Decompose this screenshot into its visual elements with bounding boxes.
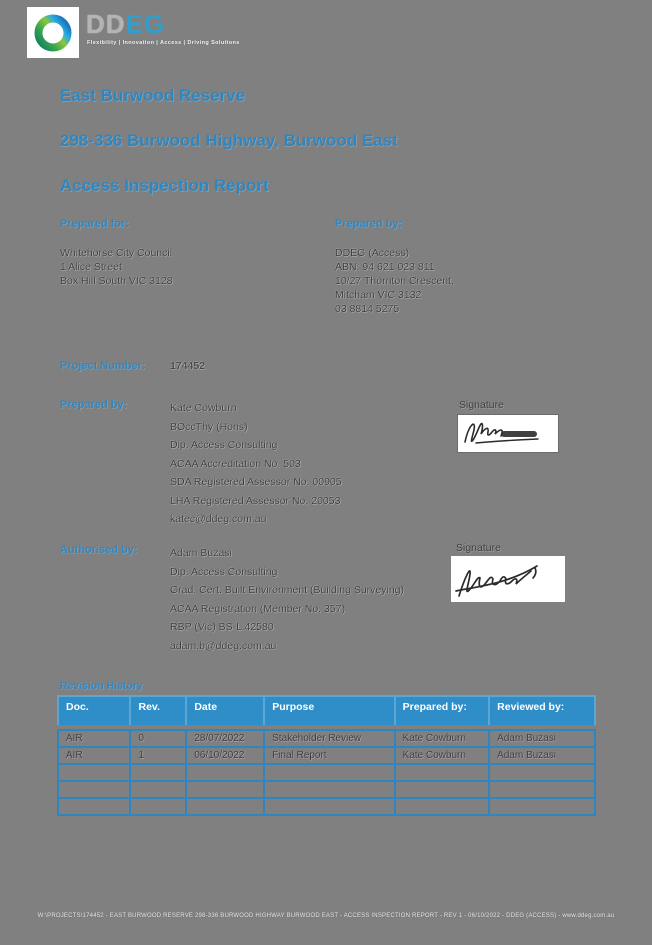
table-cell (395, 798, 490, 815)
table-cell: Adam Buzasi (489, 730, 595, 747)
table-cell (489, 798, 595, 815)
company-address-line: Mitcham VIC 3132 (335, 289, 422, 301)
table-cell: Stakeholder Review (264, 730, 394, 747)
table-cell: 0 (130, 730, 186, 747)
brand-wordmark (86, 11, 165, 37)
authoriser-details (170, 544, 404, 655)
table-cell: AIR (58, 730, 130, 747)
table-cell (58, 781, 130, 798)
preparer-label: Prepared by: (60, 399, 128, 411)
preparer-email: katec@ddeg.com.au (170, 513, 267, 525)
table-row (58, 747, 595, 764)
brand-tagline: Flexibility | Innovation | Access | Driving Solutions (87, 40, 240, 46)
table-row (58, 730, 595, 747)
column-header-doc: Doc. (58, 696, 130, 725)
column-header-date: Date (186, 696, 264, 725)
project-number-label: Project Number: (60, 360, 146, 372)
table-cell: 28/07/2022 (186, 730, 264, 747)
table-cell (130, 798, 186, 815)
table-cell: 1 (130, 747, 186, 764)
report-type-title: Access Inspection Report (60, 176, 269, 195)
table-cell (130, 781, 186, 798)
preparer-qualification: Dip. Access Consulting (170, 439, 278, 451)
revision-history-title: Revision History (60, 680, 143, 692)
table-cell (58, 764, 130, 781)
project-number-value: 174452 (170, 360, 206, 372)
client-address-line: Box Hill South VIC 3128 (60, 275, 173, 287)
prepared-for-block (60, 246, 173, 288)
company-logo (27, 7, 79, 58)
table-cell (264, 798, 394, 815)
brand-eg: EG (125, 9, 166, 39)
table-cell: Kate Cowburn (395, 730, 490, 747)
prepared-by-label: Prepared by: (335, 218, 403, 230)
company-abn: ABN: 94 621 023 811 (335, 261, 435, 273)
table-row (58, 781, 595, 798)
table-cell (395, 781, 490, 798)
table-cell (395, 764, 490, 781)
prepared-for-label: Prepared for: (60, 218, 130, 230)
preparer-accreditation: SDA Registered Assessor No. 00905 (170, 476, 342, 488)
table-header-row (58, 696, 595, 725)
table-cell: Final Report (264, 747, 394, 764)
site-address-title: 298-336 Burwood Highway, Burwood East (60, 131, 398, 150)
authoriser-qualification: Dip. Access Consulting (170, 565, 278, 578)
table-cell (58, 798, 130, 815)
document-footer-path: W:\PROJECTS\174452 - EAST BURWOOD RESERVE 298-336 BURWOOD HIGHWAY BURWOOD EAST - ACCESS INSPECTION REPORT - REV 1 - 06/10/2022 - DDEG (ACCESS) - www.ddeg.com.au (37, 913, 615, 919)
column-header-reviewed-by: Reviewed by: (489, 696, 595, 725)
authoriser-name: Adam Buzasi (170, 547, 232, 559)
company-name: DDEG (Access) (335, 247, 410, 259)
authoriser-qualification: Grad. Cert. Built Environment (Building Surveying) (170, 584, 405, 596)
client-name: Whitehorse City Council (60, 247, 173, 259)
preparer-name: Kate Cowburn (170, 402, 237, 414)
brand-dd: DD (86, 9, 126, 39)
site-title: East Burwood Reserve (60, 86, 246, 105)
preparer-qualification: BOccThy (Hons) (170, 420, 248, 433)
column-header-purpose: Purpose (264, 696, 394, 725)
table-cell: Adam Buzasi (489, 747, 595, 764)
preparer-signature-label: Signature (459, 399, 504, 411)
authoriser-registration: RBP (Vic) BS-L 42580 (170, 621, 274, 633)
table-cell: 06/10/2022 (186, 747, 264, 764)
table-row (58, 798, 595, 815)
table-cell (186, 764, 264, 781)
authoriser-accreditation: ACAA Registration (Member No. 357) (170, 602, 346, 615)
authorised-by-label: Authorised by: (60, 544, 138, 556)
authoriser-signature-label: Signature (456, 542, 501, 554)
table-cell (186, 781, 264, 798)
preparer-details (170, 399, 342, 529)
revision-history-table (57, 695, 596, 816)
table-cell (264, 781, 394, 798)
prepared-by-block (335, 246, 454, 316)
authoriser-signature-image (451, 556, 565, 602)
table-cell (489, 781, 595, 798)
company-phone: 03 8814 5275 (335, 303, 400, 315)
client-address-line: 1 Alice Street (60, 261, 122, 273)
preparer-accreditation: LHA Registered Assessor No. 20053 (170, 494, 341, 507)
table-cell (489, 764, 595, 781)
table-cell (130, 764, 186, 781)
table-row (58, 764, 595, 781)
table-cell: AIR (58, 747, 130, 764)
column-header-rev: Rev. (130, 696, 186, 725)
company-address-line: 10/27 Thornton Crescent, (335, 275, 454, 287)
column-header-prepared-by: Prepared by: (395, 696, 490, 725)
preparer-accreditation: ACAA Accreditation No. 503 (170, 457, 301, 470)
preparer-signature-image (457, 414, 559, 453)
table-cell (264, 764, 394, 781)
authoriser-email: adam.b@ddeg.com.au (170, 639, 277, 652)
table-cell: Kate Cowburn (395, 747, 490, 764)
table-cell (186, 798, 264, 815)
